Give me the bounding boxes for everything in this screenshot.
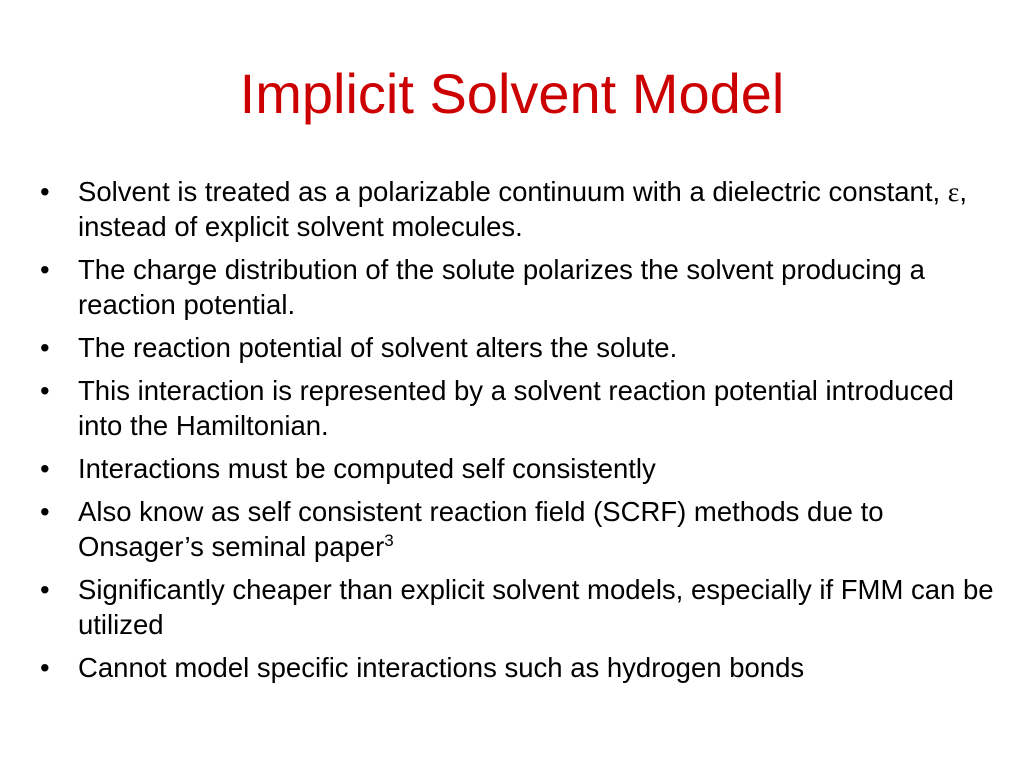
bullet-list xyxy=(32,174,1002,693)
bullet-text: Interactions must be computed self consistently xyxy=(78,453,656,484)
slide-title: Implicit Solvent Model xyxy=(239,62,785,125)
bullet-text: The charge distribution of the solute polarizes the solvent producing a reaction potential. xyxy=(78,254,925,320)
bullet-item-scrf xyxy=(32,494,1002,564)
bullet-item-cheaper xyxy=(32,572,1002,642)
bullet-item-hamiltonian xyxy=(32,373,1002,443)
bullet-text: Solvent is treated as a polarizable continuum with a dielectric constant, xyxy=(78,176,948,207)
bullet-text: Significantly cheaper than explicit solvent models, especially if FMM can be utilized xyxy=(78,574,994,640)
bullet-text: The reaction potential of solvent alters the solute. xyxy=(78,332,678,363)
bullet-item-dielectric xyxy=(32,174,1002,244)
bullet-marker: • xyxy=(40,375,50,406)
bullet-marker: • xyxy=(40,574,50,605)
bullet-item-charge-distribution xyxy=(32,252,1002,322)
citation-superscript: 3 xyxy=(384,530,394,550)
bullet-text: Also know as self consistent reaction field (SCRF) methods due to Onsager’s seminal paper xyxy=(78,496,884,562)
epsilon-symbol: ε xyxy=(947,176,960,207)
bullet-marker: • xyxy=(40,176,50,207)
bullet-item-limitation xyxy=(32,650,1002,685)
bullet-marker: • xyxy=(40,332,50,363)
bullet-item-self-consistent xyxy=(32,451,1002,486)
bullet-text-continued: , instead of explicit solvent molecules. xyxy=(78,176,967,242)
bullet-marker: • xyxy=(40,254,50,285)
bullet-marker: • xyxy=(40,496,50,527)
bullet-marker: • xyxy=(40,652,50,683)
bullet-item-reaction-potential xyxy=(32,330,1002,365)
bullet-text: This interaction is represented by a solvent reaction potential introduced into the Hamiltonian. xyxy=(78,375,954,441)
bullet-marker: • xyxy=(40,453,50,484)
bullet-text: Cannot model specific interactions such as hydrogen bonds xyxy=(78,652,805,683)
